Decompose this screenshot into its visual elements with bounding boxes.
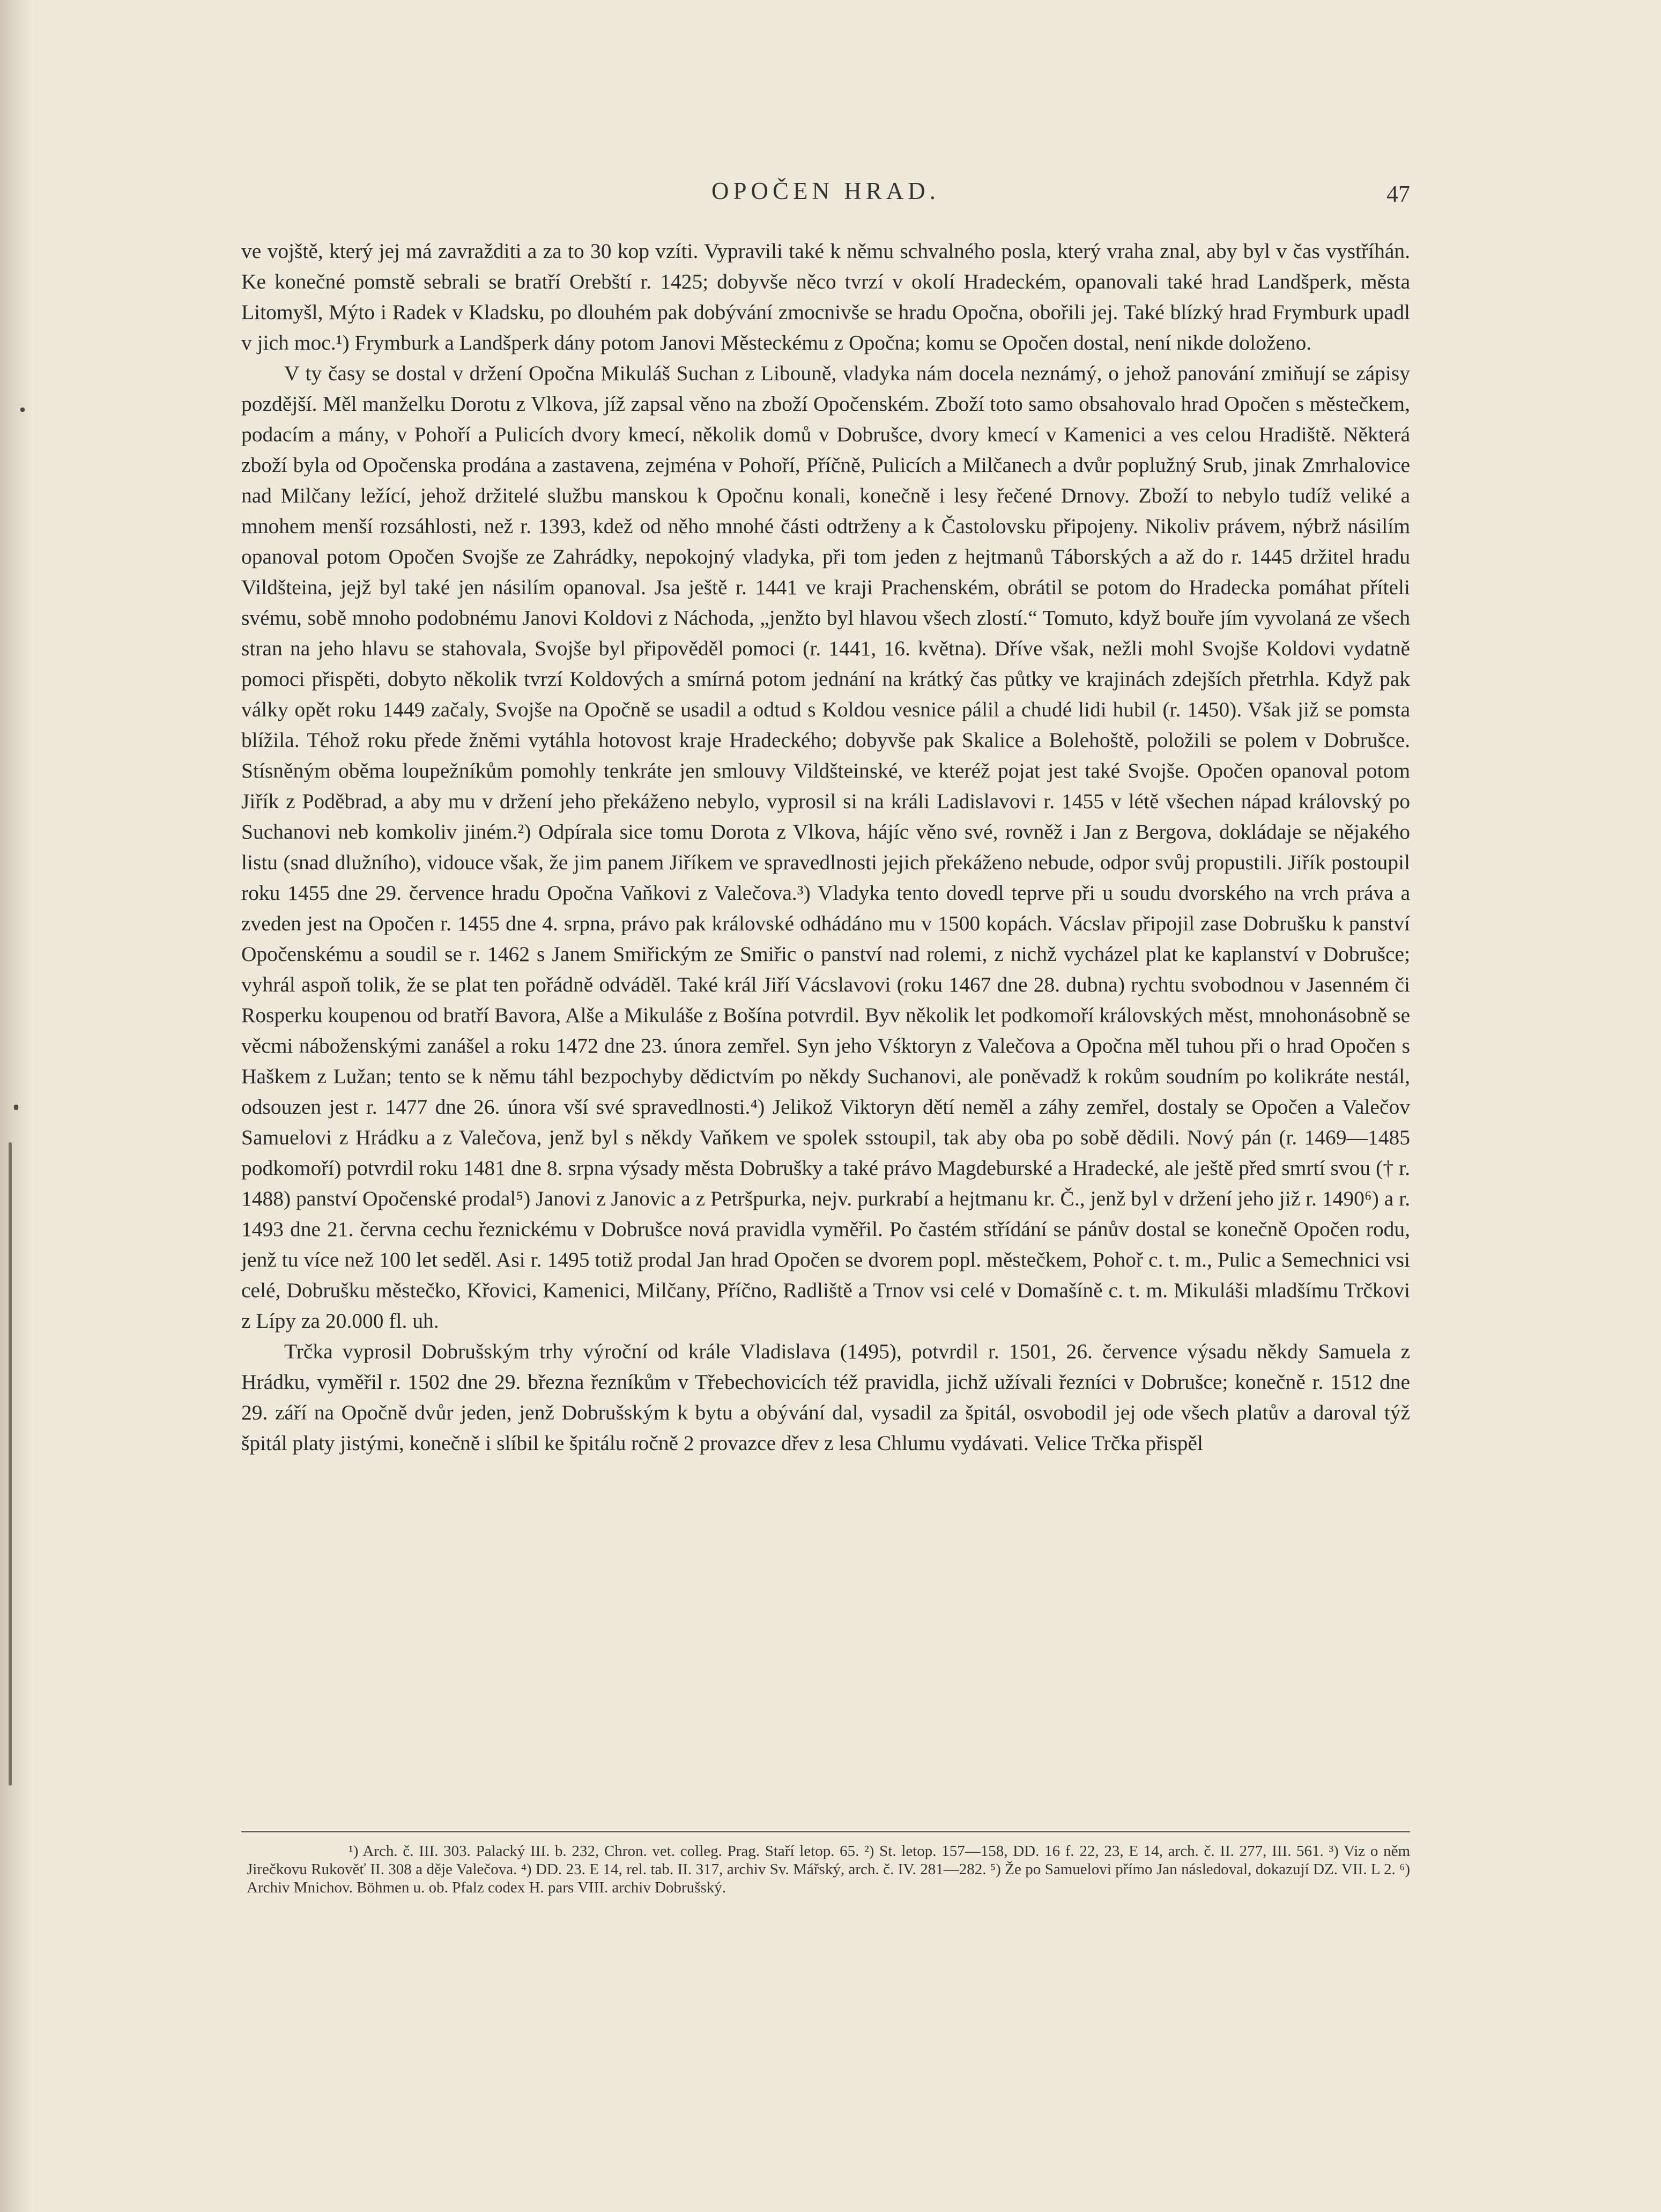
- margin-mark: [9, 1142, 12, 1786]
- margin-mark: [14, 1105, 18, 1110]
- page-header: [241, 177, 1410, 220]
- paragraph: ve vojště, který jej má zavražditi a za to 30 kop vzíti. Vypravili také k němu schvalného posla, který vraha znal, aby byl v čas vystříhán. Ke konečné pomstě sebrali se bratří Orebští r. 1425; dobyvše něco tvrzí v okolí Hradeckém, opanovali také hrad Landšperk, města Litomyšl, Mýto i Radek v Kladsku, po dlouhém pak dobývání zmocnivše se hradu Opočna, obořili jej. Také blízký hrad Frymburk upadl v jich moc.¹) Frymburk a Landšperk dány potom Janovi Městeckému z Opočna; komu se Opočen dostal, není nikde doloženo.: [241, 239, 1410, 354]
- margin-mark: [20, 408, 25, 412]
- footnotes: [247, 1842, 1410, 1897]
- footnote-rule: [241, 1831, 1410, 1832]
- footnote-text: ¹) Arch. č. III. 303. Palacký III. b. 232, Chron. vet. colleg. Prag. Staří letop. 65. ²) St. letop. 157—158, DD. 16 f. 22, 23, E 14, arch. č. II. 277, III. 561. ³) Viz o něm Jirečkovu Rukověť II. 308 a děje Valečova. ⁴) DD. 23. E 14, rel. tab. II. 317, archiv Sv. Mářský, arch. č. IV. 281—282. ⁵) Že po Samuelovi přímo Jan následoval, dokazují DZ. VII. L 2. ⁶) Archiv Mnichov. Böhmen u. ob. Pfalz codex H. pars VIII. archiv Dobrušský.: [247, 1843, 1410, 1896]
- paragraph: Trčka vyprosil Dobrušským trhy výroční od krále Vladislava (1495), potvrdil r. 1501, 26. července výsadu někdy Samuela z Hrádku, vyměřil r. 1502 dne 29. března řezníkům v Třebechovicích též pravidla, jichž užívali řezníci v Dobrušce; konečně r. 1512 dne 29. září na Opočně dvůr jeden, jenž Dobrušským k bytu a obývání dal, vysadil za špitál, osvobodil jej ode všech platův a daroval týž špitál platy jistými, konečně i slíbil ke špitálu ročně 2 provazce dřev z lesa Chlumu vydávati. Velice Trčka přispěl: [241, 1340, 1410, 1455]
- page-number: 47: [1386, 181, 1410, 207]
- running-head: OPOČEN HRAD.: [711, 177, 940, 204]
- main-text: [241, 236, 1410, 1459]
- paragraph: V ty časy se dostal v držení Opočna Mikuláš Suchan z Libouně, vladyka nám docela neznámý, o jehož panování zmiňují se zápisy pozdější. Měl manželku Dorotu z Vlkova, jíž zapsal věno na zboží Opočenském. Zboží toto samo obsahovalo hrad Opočen s městečkem, podacím a mány, v Pohoří a Pulicích dvory kmecí, několik domů v Dobrušce, dvory kmecí v Kamenici a ves celou Hradiště. Některá zboží byla od Opočenska prodána a zastavena, zejména v Pohoří, Příčně, Pulicích a Milčanech a dvůr poplužný Srub, jinak Zmrhalovice nad Milčany ležící, jehož držitelé službu manskou k Opočnu konali, konečně i lesy řečené Drnovy. Zboží to nebylo tudíž veliké a mnohem menší rozsáhlosti, než r. 1393, kdež od něho mnohé části odtrženy a k Častolovsku připojeny. Nikoliv právem, nýbrž násilím opanoval potom Opočen Svojše ze Zahrádky, nepokojný vladyka, při tom jeden z hejtmanů Táborských a až do r. 1445 držitel hradu Vildšteina, jejž byl také jen násilím opanoval. Jsa ještě r. 1441 ve kraji Prachenském, obrátil se potom do Hradecka pomáhat příteli svému, sobě mnoho podobnému Janovi Koldovi z Náchoda, „jenžto byl hlavou všech zlostí.“ Tomuto, když bouře jím vyvolaná ze všech stran na jeho hlavu se stahovala, Svojše byl připověděl pomoci (r. 1441, 16. května). Dříve však, nežli mohl Svojše Koldovi vydatně pomoci přispěti, dobyto několik tvrzí Koldových a smírná potom jednání na krátký čas půtky ve krajinách zdejších přetrhla. Když pak války opět roku 1449 začaly, Svojše na Opočně se usadil a odtud s Koldou vesnice pálil a chudé lidi hubil (r. 1450). Však již se pomsta blížila. Téhož roku přede žněmi vytáhla hotovost kraje Hradeckého; dobyvše pak Skalice a Bolehoště, položili se polem v Dobrušce. Stísněným oběma loupežníkům pomohly tenkráte jen smlouvy Vildšteinské, ve kteréž pojat jest také Svojše. Opočen opanoval potom Jiřík z Poděbrad, a aby mu v držení jeho překáženo nebylo, vyprosil si na králi Ladislavovi r. 1455 v létě všechen nápad královský po Suchanovi neb komkoliv jiném.²) Odpírala sice tomu Dorota z Vlkova, hájíc věno své, rovněž i Jan z Bergova, dokládaje se nějakého listu (snad dlužního), vidouce však, že jim panem Jiříkem ve spravedlnosti jejich překáženo nebude, odpor svůj propustili. Jiřík postoupil roku 1455 dne 29. července hradu Opočna Vaňkovi z Valečova.³) Vladyka tento dovedl teprve při u soudu dvorského na vrch práva a zveden jest na Opočen r. 1455 dne 4. srpna, právo pak královské odhádáno mu v 1500 kopách. Vácslav připojil zase Dobrušku k panství Opočenskému a soudil se r. 1462 s Janem Smiřickým ze Smiřic o panství nad rolemi, z nichž vycházel plat ke kaplanství v Dobrušce; vyhrál aspoň tolik, že se plat ten pořádně odváděl. Také král Jiří Vácslavovi (roku 1467 dne 28. dubna) rychtu svobodnou v Jasenném či Rosperku koupenou od bratří Bavora, Alše a Mikuláše z Bošína potvrdil. Byv několik let podkomoří královských měst, mnohonásobně se věcmi náboženskými zanášel a roku 1472 dne 23. února zemřel. Syn jeho Vśktoryn z Valečova a Opočna měl tuhou při o hrad Opočen s Haškem z Lužan; tento se k němu táhl bezpochyby dědictvím po někdy Suchanovi, ale poněvadž k rokům soudním po kolikráte nestál, odsouzen jest r. 1477 dne 26. února vší své spravedlnosti.⁴) Jelikož Viktoryn dětí neměl a záhy zemřel, dostaly se Opočen a Valečov Samuelovi z Hrádku a z Valečova, jenž byl s někdy Vaňkem ve spolek sstoupil, tak aby oba po sobě dědili. Nový pán (r. 1469—1485 podkomoří) potvrdil roku 1481 dne 8. srpna výsady města Dobrušky a také právo Magdeburské a Hradecké, ale ještě před smrtí svou († r. 1488) panství Opočenské prodal⁵) Janovi z Janovic a z Petršpurka, nejv. purkrabí a hejtmanu kr. Č., jenž byl v držení jeho již r. 1490⁶) a r. 1493 dne 21. června cechu řeznickému v Dobrušce nová pravidla vyměřil. Po častém střídání se pánův dostal se konečně Opočen rodu, jenž tu více než 100 let seděl. Asi r. 1495 totiž prodal Jan hrad Opočen se dvorem popl. městečkem, Pohoř c. t. m., Pulic a Semechnici vsi celé, Dobrušku městečko, Křovici, Kamenici, Milčany, Příčno, Radliště a Trnov vsi celé v Domašíně c. t. m. Mikuláši mladšímu Trčkovi z Lípy za 20.000 fl. uh.: [241, 361, 1410, 1333]
